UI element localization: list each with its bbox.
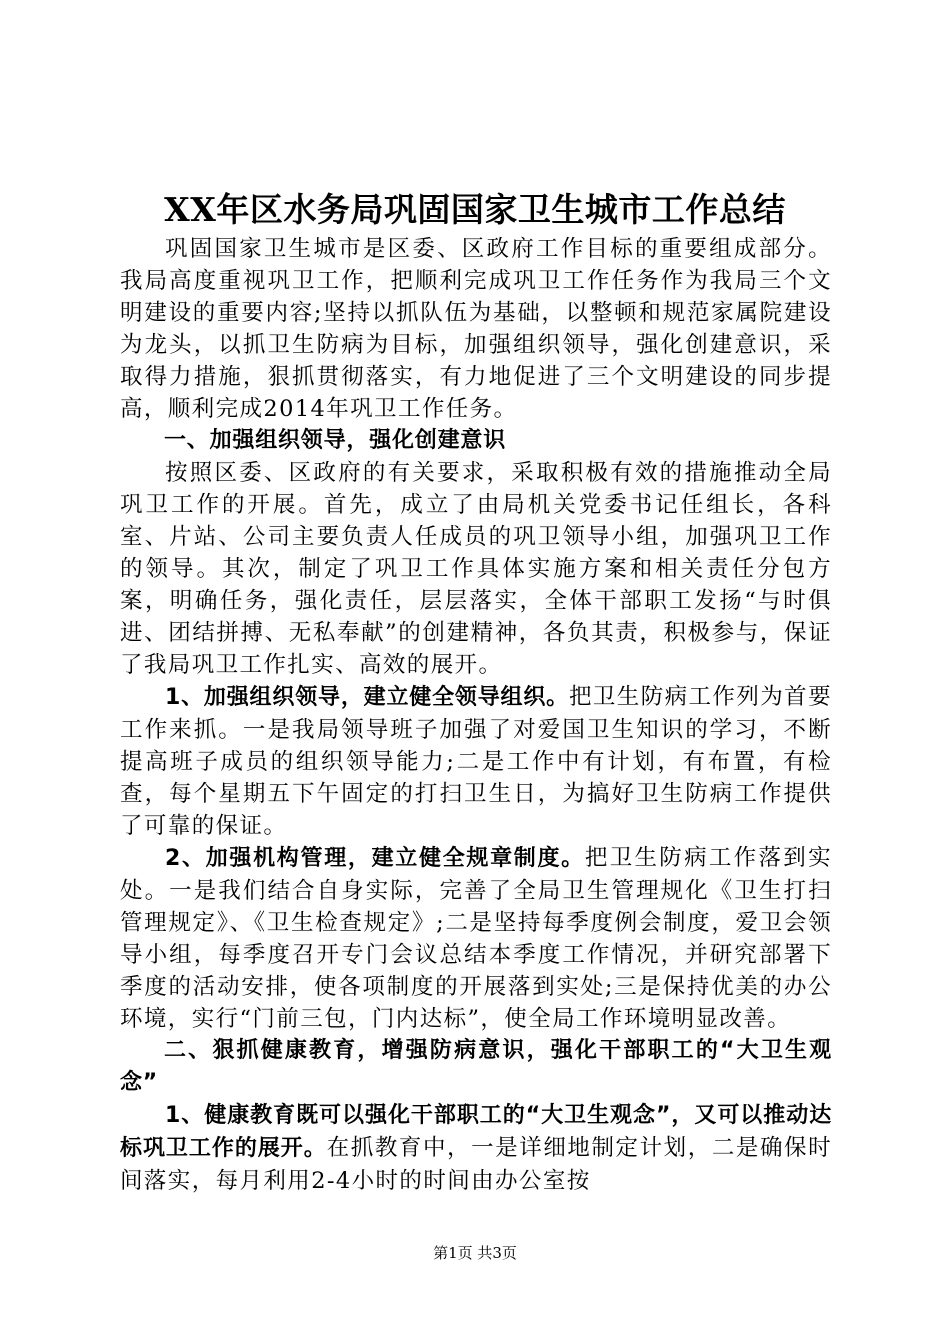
item-2-lead: 2、加强机构管理，建立健全规章制度。 xyxy=(165,846,585,871)
page-footer: 第1页 共3页 xyxy=(433,1244,517,1262)
section-2-heading: 二、狠抓健康教育，增强防病意识，强化干部职工的“大卫生观念” xyxy=(120,1038,832,1095)
section-1-paragraph: 按照区委、区政府的有关要求，采取积极有效的措施推动全局巩卫工作的开展。首先，成立了由局机关党委书记任组长，各科室、片站、公司主要负责人任成员的巩卫领导小组，加强巩卫工作的领导。其次，制定了巩卫工作具体实施方案和相关责任分包方案，明确任务，强化责任，层层落实，全体干部职工发扬“与时俱进、团结拼搏、无私奉献”的创建精神，各负其责，积极参与，保证了我局巩卫工作扎实、高效的展开。 xyxy=(120,460,832,678)
item-3-paragraph xyxy=(120,1099,832,1197)
item-3-lead: 1、健康教育既可以强化干部职工的“大卫生观念”，又可以推动达标巩卫工作的展开。 xyxy=(120,1103,832,1161)
item-2-paragraph xyxy=(120,842,832,1035)
document-title: XX年区水务局巩固国家卫生城市工作总结 xyxy=(164,190,786,229)
document-body xyxy=(120,233,832,1197)
item-2-body: 把卫生防病工作落到实处。一是我们结合自身实际，完善了全局卫生管理规化《卫生打扫管理规定》、《卫生检查规定》;二是坚持每季度例会制度，爱卫会领导小组，每季度召开专门会议总结本季度工作情况，并研究部署下季度的活动安排，使各项制度的开展落到实处;三是保持优美的办公环境，实行“门前三包，门内达标”，使全局工作环境明显改善。 xyxy=(120,845,832,1032)
item-1-lead: 1、加强组织领导，建立健全领导组织。 xyxy=(165,685,569,710)
item-1-body: 把卫生防病工作列为首要工作来抓。一是我局领导班子加强了对爱国卫生知识的学习，不断提高班子成员的组织领导能力;二是工作中有计划，有布置，有检查，每个星期五下午固定的打扫卫生日，为搞好卫生防病工作提供了可靠的保证。 xyxy=(120,684,832,839)
section-1-heading: 一、加强组织领导，强化创建意识 xyxy=(164,428,507,453)
item-1-paragraph xyxy=(120,681,832,842)
intro-paragraph: 巩固国家卫生城市是区委、区政府工作目标的重要组成部分。我局高度重视巩卫工作，把顺利完成巩卫工作任务作为我局三个文明建设的重要内容;坚持以抓队伍为基础，以整顿和规范家属院建设为龙头，以抓卫生防病为目标，加强组织领导，强化创建意识，采取得力措施，狠抓贯彻落实，有力地促进了三个文明建设的同步提高，顺利完成2014年巩卫工作任务。 xyxy=(120,236,832,422)
item-3-body: 在抓教育中，一是详细地制定计划，二是确保时间落实，每月利用2-4小时的时间由办公室按 xyxy=(120,1135,832,1194)
